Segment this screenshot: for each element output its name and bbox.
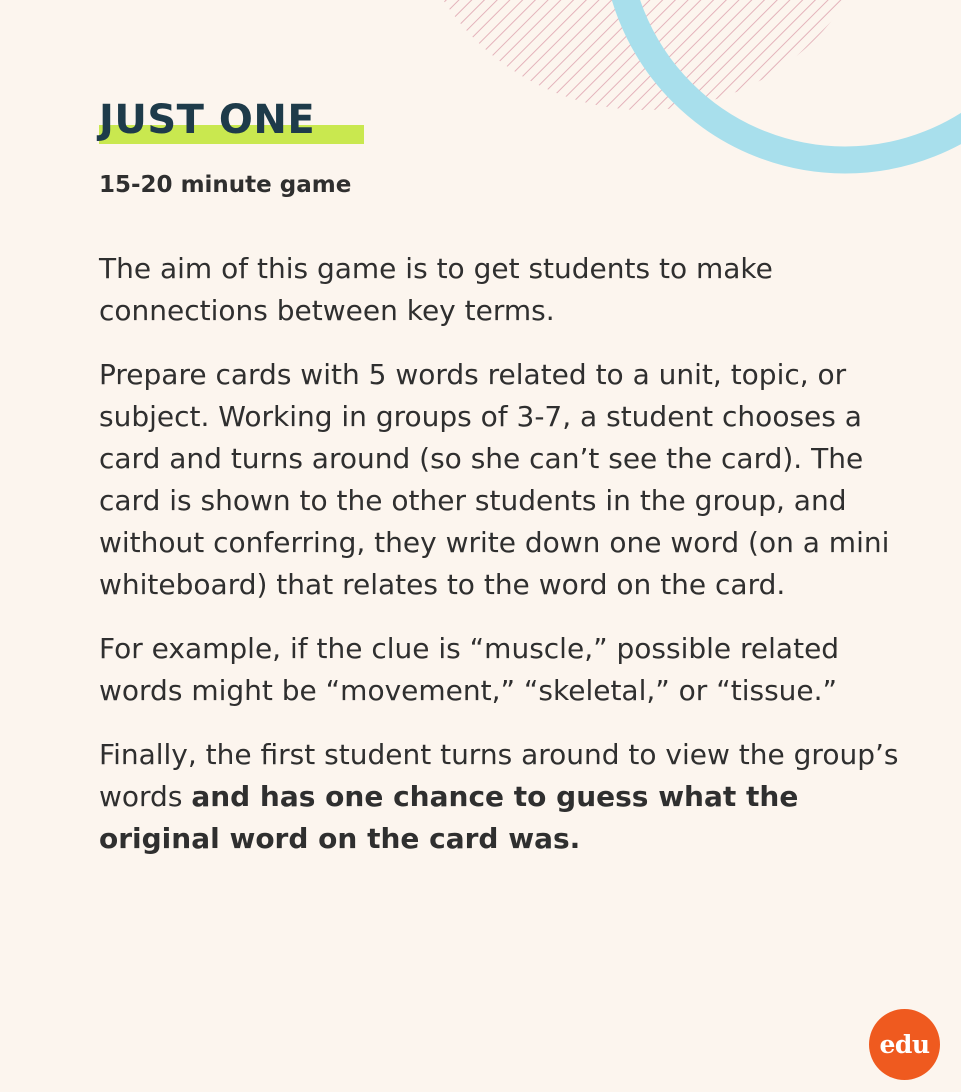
paragraph-finale	[99, 734, 899, 860]
title-block	[99, 98, 315, 148]
edu-logo	[869, 1009, 940, 1080]
paragraph-example: For example, if the clue is “muscle,” possible related words might be “movement,” “skeletal,” or “tissue.”	[99, 632, 840, 707]
paragraph-instructions: Prepare cards with 5 words related to a unit, topic, or subject. Working in groups of 3-7, a student chooses a card and turns around (so she can’t see the card). The card is shown to the other students in the group, and without conferring, they write down one word (on a mini whiteboard) that relates to the word on the card.	[99, 358, 890, 601]
paragraph-finale-regular: Finally, the first student turns around to view the group’s words	[99, 738, 899, 813]
paragraph-finale-bold: and has one chance to guess what the original word on the card was.	[99, 780, 799, 855]
page-title: JUST ONE	[99, 97, 316, 143]
paragraph-aim: The aim of this game is to get students to make connections between key terms.	[99, 252, 773, 327]
article	[99, 98, 899, 860]
hatched-circle-decoration	[405, 0, 885, 110]
edu-logo-text: edu	[879, 1030, 930, 1059]
game-duration: 15-20 minute game	[99, 172, 352, 198]
